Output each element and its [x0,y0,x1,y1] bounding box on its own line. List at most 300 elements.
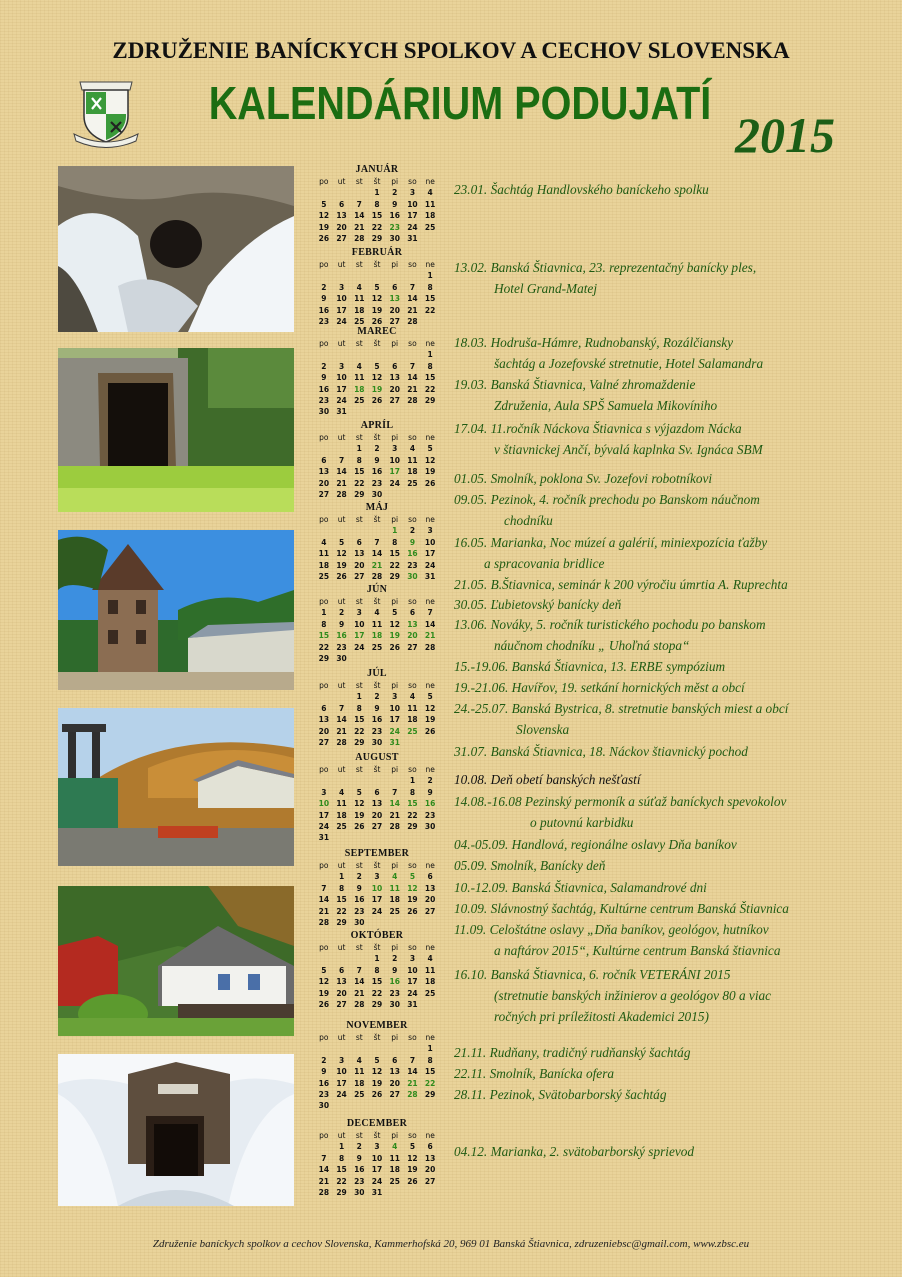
day-cell: 2 [392,954,398,964]
day-cell: 1 [356,444,362,454]
day-cell [421,917,439,928]
week-row [315,607,439,618]
day-cell: 7 [338,455,345,465]
day-cell: 8 [321,619,327,629]
day-cell [350,349,368,360]
day-cell [386,1187,404,1198]
event-entry: 11.09. Celoštátne oslavy „Dňa baníkov, geológov, hutníkov a naftárov 2015“, Kultúrne centrum Banská štiavnica [454,922,781,958]
day-cell: 17 [336,1078,347,1088]
day-cell: 15 [371,211,383,221]
day-cell [368,406,386,417]
day-cell: 24 [354,642,365,652]
day-cell: 29 [424,1089,436,1099]
day-cell: 28 [389,821,400,831]
day-cell: 28 [354,233,365,243]
calendar-month-july [315,668,439,748]
day-cell: 19 [424,467,436,477]
day-cell [315,953,333,964]
week-row [315,571,439,582]
day-cell [333,349,351,360]
day-cell: 18 [424,211,436,221]
day-cell: 15 [424,373,436,383]
day-cell: 7 [392,787,398,797]
day-cell: 21 [336,478,347,488]
day-cell: 18 [354,1078,365,1088]
day-cell: 8 [338,1153,345,1163]
day-cell: 24 [336,316,347,326]
day-cell: 2 [392,188,398,198]
day-cell: 7 [338,703,345,713]
day-cell: 3 [409,954,416,964]
day-cell: 9 [321,373,327,383]
day-cell: 15 [424,294,436,304]
day-cell: 12 [424,703,436,713]
day-cell: 30 [336,653,347,663]
day-cell: 7 [409,1055,416,1065]
day-cell: 26 [336,571,347,581]
day-cell: 22 [354,726,365,736]
week-row [315,222,439,233]
day-cell [368,917,386,928]
weekday-header: po ut st št pi so ne [319,177,435,186]
day-cell: 14 [318,895,330,905]
day-cell: 31 [424,571,436,581]
day-cell: 10 [354,619,365,629]
week-row [315,455,439,466]
week-row [315,1055,439,1066]
day-cell [404,270,422,281]
day-cell: 6 [427,1142,433,1152]
day-cell: 20 [354,560,365,570]
event-entry: 13.02. Banská Štiavnica, 23. reprezentačný banícky ples, Hotel Grand-Matej [454,260,757,296]
week-row [315,525,439,536]
day-cell: 8 [356,703,362,713]
day-cell [368,1043,386,1054]
day-cell: 17 [389,467,400,477]
day-cell: 1 [374,188,380,198]
event-entry: 10.09. Slávnostný šachtág, Kultúrne centrum Banská Štiavnica [454,901,789,916]
day-cell: 20 [336,222,347,232]
day-cell: 26 [407,906,418,916]
day-cell: 10 [336,294,347,304]
day-cell: 4 [374,608,380,618]
day-cell: 5 [392,608,398,618]
day-cell: 4 [356,361,362,371]
day-cell [333,443,351,454]
day-cell: 21 [424,631,436,641]
day-cell: 8 [356,455,362,465]
event-entry: 28.11. Pezinok, Svätobarborský šachtág [454,1087,667,1102]
day-cell: 20 [389,384,400,394]
week-row [315,187,439,198]
day-cell: 10 [336,373,347,383]
day-cell: 26 [354,821,365,831]
day-cell [315,1043,333,1054]
week-row [315,210,439,221]
day-cell: 10 [389,455,400,465]
week-row [315,976,439,987]
week-row [315,965,439,976]
day-cell: 10 [336,1067,347,1077]
day-cell [386,917,404,928]
weekday-header: po ut st št pi so ne [319,861,435,870]
day-cell: 6 [321,455,327,465]
day-cell: 19 [407,1165,418,1175]
week-row [315,270,439,281]
day-cell: 11 [389,1153,400,1163]
day-cell: 23 [371,478,383,488]
month-name: NOVEMBER [346,1020,408,1031]
day-cell: 22 [354,478,365,488]
photo-snowy-adit-portal [58,1054,294,1206]
day-cell: 9 [338,619,345,629]
day-cell: 7 [409,361,416,371]
day-cell: 27 [389,1089,400,1099]
day-cell: 2 [321,361,327,371]
day-cell: 18 [354,384,365,394]
month-days-grid [315,1141,439,1198]
event-entry: 10.-12.09. Banská Štiavnica, Salamandrové dni [454,880,707,895]
event-entry: 19.-21.06. Havířov, 19. setkání hornických měst a obcí [454,680,745,695]
day-cell: 3 [338,282,345,292]
day-cell: 14 [407,373,418,383]
day-cell: 21 [407,305,418,315]
calendar-month-march [315,326,439,418]
day-cell: 2 [427,776,433,786]
day-cell: 9 [409,537,416,547]
day-cell: 5 [409,872,416,882]
calendar-month-june [315,584,439,664]
day-cell: 13 [389,373,400,383]
day-cell: 18 [389,895,400,905]
day-cell: 23 [389,988,400,998]
month-days-grid [315,691,439,748]
day-cell: 13 [354,549,365,559]
association-emblem-icon [70,76,142,148]
day-cell: 27 [424,1176,436,1186]
day-cell: 2 [356,872,362,882]
month-name: MÁJ [365,502,389,513]
day-cell: 17 [424,549,436,559]
week-row [315,917,439,928]
day-cell [386,270,404,281]
day-cell: 21 [354,222,365,232]
calendar-month-september [315,848,439,928]
day-cell: 17 [407,977,418,987]
day-cell: 23 [424,810,436,820]
week-row [315,372,439,383]
day-cell: 9 [356,883,362,893]
day-cell: 29 [354,489,365,499]
day-cell: 8 [427,361,433,371]
day-cell: 28 [407,316,418,326]
day-cell: 15 [336,1165,347,1175]
day-cell: 20 [389,305,400,315]
day-cell: 24 [389,478,400,488]
day-cell: 6 [374,787,380,797]
day-cell: 15 [354,467,365,477]
footer-contact: Združenie baníckych spolkov a cechov Slovenska, Kammerhofská 20, 969 01 Banská Štiavnica, zdruzeniebsc@gmail.com, www.zbsc.eu [152,1238,750,1250]
day-cell: 1 [427,1044,433,1054]
week-row [315,1176,439,1187]
day-cell [315,775,333,786]
day-cell: 27 [354,571,365,581]
week-row [315,810,439,821]
day-cell: 7 [374,537,380,547]
day-cell [404,737,422,748]
day-cell [368,349,386,360]
day-cell: 30 [424,821,436,831]
day-cell [368,525,386,536]
week-row [315,1187,439,1198]
day-cell: 6 [338,199,345,209]
week-row [315,1043,439,1054]
day-cell: 10 [407,199,418,209]
day-cell [421,737,439,748]
month-name: JANUÁR [355,164,399,175]
day-cell: 13 [318,715,330,725]
day-cell: 6 [392,1055,398,1065]
event-entry: 10.08. Deň obetí banských nešťastí [454,772,641,787]
day-cell: 14 [354,977,365,987]
photo-shaft-headframe [58,708,294,866]
day-cell [404,917,422,928]
day-cell: 29 [354,737,365,747]
month-days-grid [315,349,439,417]
day-cell: 1 [338,1142,345,1152]
day-cell: 5 [409,1142,416,1152]
day-cell: 17 [354,631,365,641]
day-cell: 7 [427,608,433,618]
day-cell: 23 [407,560,418,570]
day-cell: 1 [356,692,362,702]
day-cell: 6 [338,965,345,975]
day-cell: 6 [409,608,416,618]
event-entry: 04.12. Marianka, 2. svätobarborský sprievod [454,1144,695,1159]
day-cell: 30 [318,407,330,417]
day-cell: 25 [354,316,365,326]
day-cell: 16 [407,549,418,559]
week-row [315,305,439,316]
day-cell: 27 [389,395,400,405]
day-cell: 24 [371,906,383,916]
day-cell: 15 [424,1067,436,1077]
day-cell: 3 [392,444,398,454]
day-cell: 18 [424,977,436,987]
event-entry: 13.06. Nováky, 5. ročník turistického pochodu po banskom náučnom chodníku „ Uhoľná stopa“ [454,617,766,653]
day-cell: 19 [371,384,383,394]
day-cell: 21 [336,726,347,736]
month-days-grid [315,270,439,327]
day-cell: 21 [318,1176,330,1186]
event-entry: 24.-25.07. Banská Bystrica, 8. stretnutie banských miest a obcí Slovenska [454,701,789,737]
day-cell: 24 [336,395,347,405]
day-cell [421,1100,439,1111]
day-cell: 4 [427,954,433,964]
day-cell [404,1187,422,1198]
day-cell: 5 [338,537,345,547]
day-cell [386,1100,404,1111]
day-cell [315,187,333,198]
day-cell [421,233,439,244]
day-cell: 30 [354,1187,365,1197]
day-cell: 3 [392,692,398,702]
day-cell: 7 [409,282,416,292]
week-row [315,1089,439,1100]
day-cell [315,871,333,882]
day-cell: 7 [321,1153,327,1163]
day-cell: 27 [424,906,436,916]
day-cell: 11 [336,799,347,809]
event-entry: 15.-19.06. Banská Štiavnica, 13. ERBE sympózium [454,659,726,674]
day-cell: 20 [318,478,330,488]
week-row [315,630,439,641]
day-cell: 11 [354,373,365,383]
day-cell: 13 [371,799,383,809]
photo-white-cottage [58,886,294,1036]
day-cell: 8 [374,199,380,209]
week-row [315,233,439,244]
day-cell [350,1043,368,1054]
day-cell: 8 [409,787,416,797]
day-cell: 15 [336,895,347,905]
photo-snowy-mine-entrance [58,166,294,332]
day-cell [333,1100,351,1111]
day-cell: 12 [371,1067,383,1077]
weekday-header: po ut st št pi so ne [319,433,435,442]
calendar-month-december [315,1118,439,1198]
day-cell: 13 [389,1067,400,1077]
day-cell: 14 [389,799,400,809]
day-cell: 29 [407,821,418,831]
day-cell: 15 [389,549,400,559]
day-cell: 27 [318,737,330,747]
day-cell: 8 [427,1055,433,1065]
photo-mine-tower-building [58,530,294,690]
day-cell: 6 [392,282,398,292]
week-row [315,883,439,894]
day-cell: 24 [336,1089,347,1099]
photo-stone-adit [58,348,294,512]
day-cell: 16 [371,715,383,725]
day-cell: 9 [427,787,433,797]
week-row [315,906,439,917]
day-cell: 12 [336,549,347,559]
day-cell: 21 [354,988,365,998]
day-cell: 30 [407,571,418,581]
event-entry: 19.03. Banská Štiavnica, Valné zhromaždenie Združenia, Aula SPŠ Samuela Mikovíniho [454,377,718,413]
week-row [315,894,439,905]
calendar-month-february [315,247,439,327]
day-cell: 6 [356,537,362,547]
day-cell: 28 [318,917,330,927]
day-cell [421,489,439,500]
day-cell: 7 [356,965,362,975]
day-cell [333,953,351,964]
day-cell: 17 [371,1165,383,1175]
calendar-title: KALENDÁRIUM PODUJATÍ [208,77,712,129]
day-cell: 12 [318,977,330,987]
month-name: APRÍL [360,420,394,431]
day-cell: 28 [407,395,418,405]
day-cell: 18 [407,467,418,477]
day-cell: 18 [389,1165,400,1175]
weekday-header: po ut st št pi so ne [319,1131,435,1140]
week-row [315,1164,439,1175]
calendar-month-october [315,930,439,1010]
day-cell: 25 [389,1176,400,1186]
day-cell: 14 [336,715,347,725]
organization-title: ZDRUŽENIE BANÍCKYCH SPOLKOV A CECHOV SLOVENSKA [112,38,790,63]
day-cell: 9 [356,1153,362,1163]
week-row [315,703,439,714]
day-cell: 24 [371,1176,383,1186]
day-cell: 12 [371,294,383,304]
day-cell: 30 [318,1101,330,1111]
day-cell: 22 [424,305,436,315]
day-cell: 20 [336,988,347,998]
day-cell: 25 [389,906,400,916]
day-cell: 10 [389,703,400,713]
day-cell: 28 [336,737,347,747]
day-cell [350,406,368,417]
day-cell: 24 [424,560,436,570]
day-cell: 4 [392,1142,398,1152]
event-entry: 09.05. Pezinok, 4. ročník prechodu po Banskom náučnom chodníku [454,492,760,528]
day-cell [421,832,439,843]
day-cell [350,653,368,664]
day-cell: 21 [371,560,383,570]
day-cell: 28 [336,489,347,499]
day-cell: 26 [318,999,330,1009]
day-cell [386,653,404,664]
day-cell: 25 [318,571,330,581]
day-cell: 14 [424,619,436,629]
day-cell: 19 [318,222,330,232]
day-cell: 4 [356,1055,362,1065]
day-cell: 11 [354,1067,365,1077]
day-cell: 9 [321,294,327,304]
day-cell: 13 [336,977,347,987]
day-cell [421,653,439,664]
day-cell: 30 [371,737,383,747]
day-cell: 11 [318,549,330,559]
day-cell: 28 [424,642,436,652]
day-cell: 25 [354,395,365,405]
week-row [315,798,439,809]
day-cell: 27 [336,999,347,1009]
day-cell: 5 [321,965,327,975]
day-cell: 3 [374,1142,380,1152]
week-row [315,349,439,360]
day-cell: 11 [407,703,418,713]
day-cell: 20 [424,895,436,905]
day-cell: 4 [356,282,362,292]
day-cell: 6 [427,872,433,882]
event-entry: 17.04. 11.ročník Náckova Štiavnica s výjazdom Nácka v štiavnickej Ančí, bývalá kaplnka Sv. Ignáca SBM [454,421,763,457]
day-cell: 16 [318,1078,330,1088]
day-cell: 29 [336,1187,347,1197]
day-cell: 8 [392,537,398,547]
day-cell: 31 [371,1187,383,1197]
day-cell: 11 [424,199,436,209]
day-cell: 23 [389,222,400,232]
day-cell: 8 [338,883,345,893]
day-cell: 29 [389,571,400,581]
week-row [315,691,439,702]
day-cell: 19 [354,810,365,820]
day-cell: 30 [389,999,400,1009]
